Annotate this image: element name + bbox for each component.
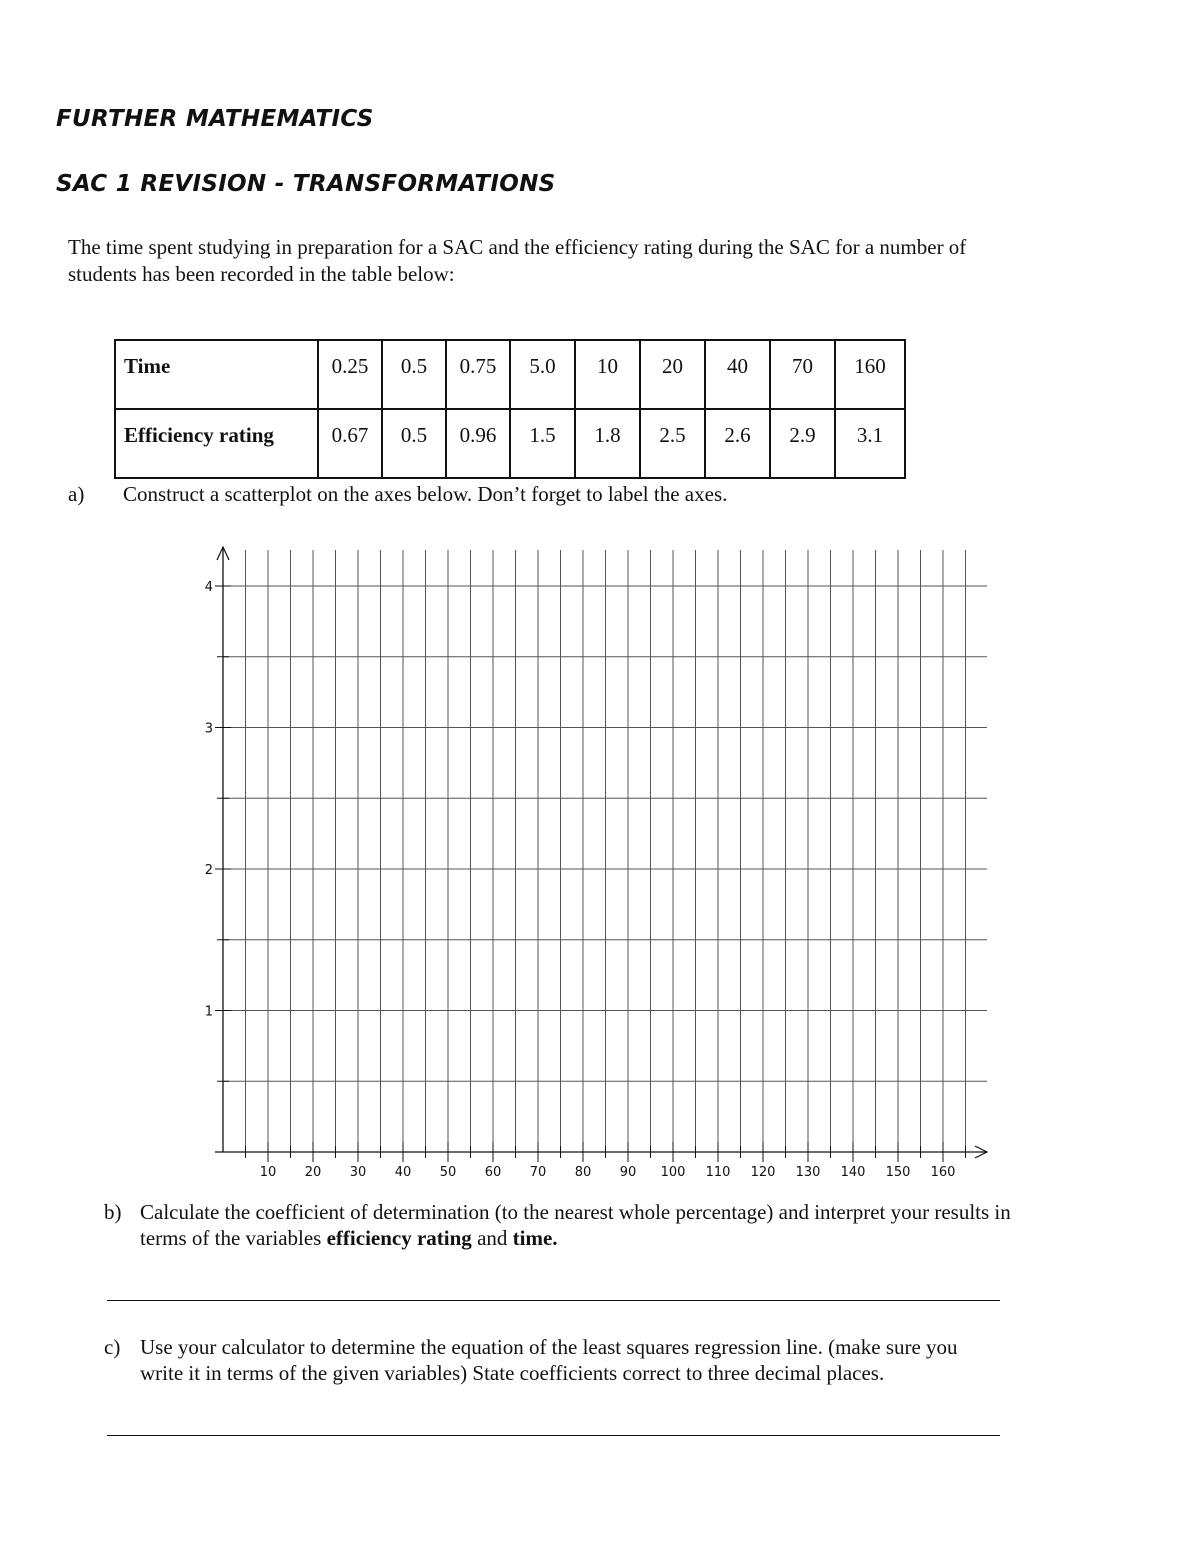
x-tick-label: 140 bbox=[840, 1165, 866, 1180]
x-tick-label: 90 bbox=[619, 1165, 637, 1180]
intro-text-line-1: The time spent studying in preparation for a SAC and the efficiency rating during the SAC for a number of bbox=[68, 235, 967, 259]
scatterplot-axes[interactable] bbox=[0, 540, 1200, 1190]
table-cell: 0.67 bbox=[318, 409, 382, 478]
question-b-line-2-end: . bbox=[552, 1226, 558, 1250]
table-row-time bbox=[115, 340, 905, 409]
x-tick-label: 30 bbox=[349, 1165, 367, 1180]
page-title: FURTHER MATHEMATICS bbox=[56, 106, 374, 132]
x-tick-label: 130 bbox=[795, 1165, 821, 1180]
table-cell: 20 bbox=[640, 340, 705, 409]
variable-time: time bbox=[512, 1226, 553, 1250]
page-subtitle: SAC 1 REVISION - TRANSFORMATIONS bbox=[56, 171, 556, 197]
table-cell: 10 bbox=[575, 340, 640, 409]
table-row-efficiency bbox=[115, 409, 905, 478]
question-b-label: b) bbox=[104, 1200, 122, 1224]
table-cell: 2.9 bbox=[770, 409, 835, 478]
x-tick-label: 110 bbox=[705, 1165, 731, 1180]
x-tick-label: 60 bbox=[484, 1165, 502, 1180]
table-cell: 2.5 bbox=[640, 409, 705, 478]
table-cell: 40 bbox=[705, 340, 770, 409]
x-tick-label: 100 bbox=[660, 1165, 686, 1180]
y-tick-label: 1 bbox=[204, 1004, 213, 1020]
x-tick-label: 20 bbox=[304, 1165, 322, 1180]
answer-line-c[interactable] bbox=[107, 1435, 1000, 1436]
question-a-label: a) bbox=[68, 482, 85, 506]
x-tick-label: 150 bbox=[885, 1165, 911, 1180]
table-cell: 0.25 bbox=[318, 340, 382, 409]
variable-efficiency-rating: efficiency rating bbox=[326, 1226, 472, 1250]
table-row-header: Efficiency rating bbox=[115, 409, 318, 478]
table-cell: 2.6 bbox=[705, 409, 770, 478]
table-cell: 0.96 bbox=[446, 409, 510, 478]
x-tick-label: 40 bbox=[394, 1165, 412, 1180]
y-tick-label: 4 bbox=[204, 580, 213, 595]
question-c-label: c) bbox=[104, 1335, 121, 1359]
table-cell: 1.8 bbox=[575, 409, 640, 478]
table-cell: 5.0 bbox=[510, 340, 575, 409]
table-cell: 160 bbox=[835, 340, 905, 409]
table-cell: 0.5 bbox=[382, 340, 446, 409]
question-b-line-2-mid: and bbox=[471, 1226, 513, 1250]
question-b-line-2 bbox=[140, 1225, 558, 1252]
question-b bbox=[104, 1199, 1134, 1253]
x-tick-label: 120 bbox=[750, 1165, 776, 1180]
table-cell: 0.5 bbox=[382, 409, 446, 478]
table-cell: 0.75 bbox=[446, 340, 510, 409]
table-cell: 70 bbox=[770, 340, 835, 409]
x-tick-label: 160 bbox=[930, 1165, 956, 1180]
x-tick-label: 50 bbox=[439, 1165, 457, 1180]
table-row-header: Time bbox=[115, 340, 318, 409]
question-b-line-2-pre: terms of the variables bbox=[140, 1226, 327, 1250]
y-tick-label: 3 bbox=[204, 721, 213, 737]
answer-line-b[interactable] bbox=[107, 1300, 1000, 1301]
x-tick-label: 10 bbox=[259, 1165, 277, 1180]
x-tick-label: 80 bbox=[574, 1165, 592, 1180]
table-cell: 3.1 bbox=[835, 409, 905, 478]
question-c bbox=[104, 1334, 1134, 1388]
question-c-line-2: write it in terms of the given variables) State coefficients correct to three decimal places. bbox=[140, 1361, 885, 1385]
question-b-line-1: Calculate the coefficient of determination (to the nearest whole percentage) and interpret your results in bbox=[140, 1200, 1011, 1224]
intro-text-line-2: students has been recorded in the table below: bbox=[68, 262, 455, 286]
y-tick-label: 2 bbox=[204, 863, 213, 878]
x-tick-label: 70 bbox=[529, 1165, 547, 1180]
question-a bbox=[68, 481, 1068, 508]
table-cell: 1.5 bbox=[510, 409, 575, 478]
data-table bbox=[114, 339, 906, 479]
question-c-line-1: Use your calculator to determine the equation of the least squares regression line. (make sure you bbox=[140, 1335, 958, 1359]
question-a-text: Construct a scatterplot on the axes below. Don’t forget to label the axes. bbox=[123, 482, 728, 506]
